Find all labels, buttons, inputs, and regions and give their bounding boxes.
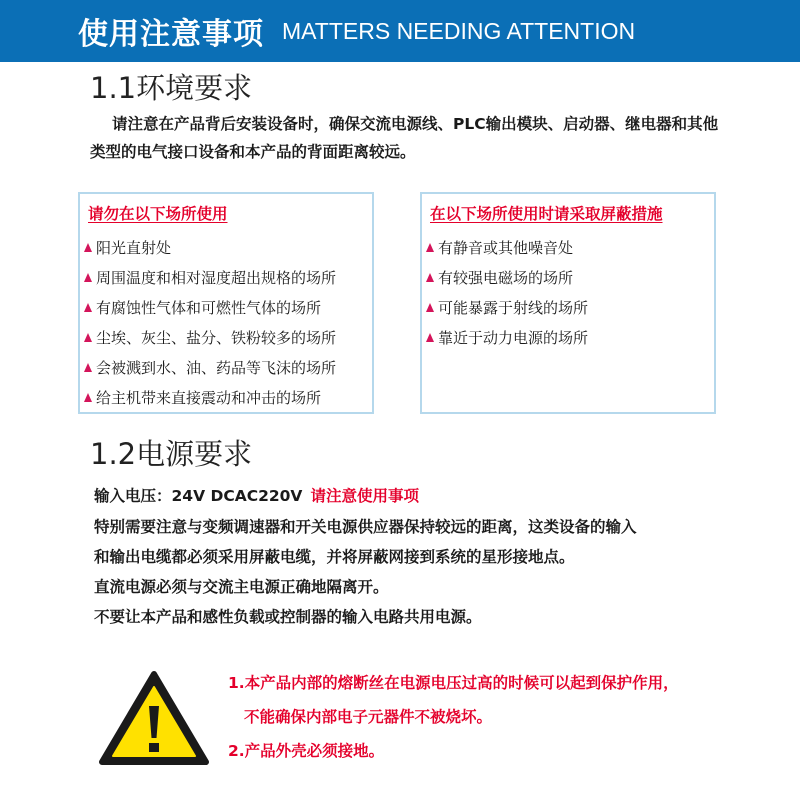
list-item: 阳光直射处: [84, 232, 336, 262]
shielding-locations-heading: 在以下场所使用时请采取屏蔽措施: [430, 202, 663, 224]
list-item: 可能暴露于射线的场所: [426, 292, 588, 322]
warning-triangle-bullet-icon: [84, 273, 92, 282]
prohibited-locations-box: [78, 192, 374, 414]
section-title-power: 1.2电源要求: [90, 437, 253, 471]
list-item: 尘埃、灰尘、盐分、铁粉较多的场所: [84, 322, 336, 352]
input-voltage-line: [94, 484, 419, 506]
warning-line: 1.本产品内部的熔断丝在电源电压过高的时候可以起到保护作用，: [228, 674, 679, 692]
warning-triangle-bullet-icon: [84, 363, 92, 372]
warning-triangle-bullet-icon: [426, 243, 434, 252]
warning-triangle-icon: [98, 670, 210, 766]
header-title-cn: 使用注意事项: [78, 17, 264, 52]
list-item: 会被溅到水、油、药品等飞沫的场所: [84, 352, 336, 382]
power-paragraph: 特别需要注意与变频调速器和开关电源供应器保持较远的距离，这类设备的输入: [94, 518, 637, 536]
warning-notes: [228, 666, 679, 768]
input-voltage-note: 请注意使用事项: [310, 487, 419, 505]
prohibited-locations-heading: 请勿在以下场所使用: [88, 202, 228, 224]
section-title-environment: 1.1环境要求: [90, 71, 253, 105]
shielding-locations-list: [426, 232, 588, 352]
warning-triangle-bullet-icon: [426, 273, 434, 282]
warning-triangle-bullet-icon: [426, 333, 434, 342]
warning-triangle-bullet-icon: [84, 393, 92, 402]
warning-line: 不能确保内部电子元器件不被烧坏。: [244, 708, 493, 726]
environment-paragraph: 请注意在产品背后安装设备时，确保交流电源线、PLC输出模块、启动器、继电器和其他类型的电气接口设备和本产品的背面距离较远。: [90, 115, 719, 161]
input-voltage-label: 输入电压：24V DCAC220V: [94, 487, 303, 505]
warning-triangle-bullet-icon: [84, 303, 92, 312]
power-paragraph: 直流电源必须与交流主电源正确地隔离开。: [94, 578, 389, 596]
prohibited-locations-list: [84, 232, 336, 412]
warning-triangle-bullet-icon: [84, 333, 92, 342]
list-item: 有较强电磁场的场所: [426, 262, 588, 292]
header-title-en: MATTERS NEEDING ATTENTION: [282, 17, 636, 44]
list-item: 有静音或其他噪音处: [426, 232, 588, 262]
shielding-locations-box: [420, 192, 716, 414]
page-header: [0, 0, 800, 62]
power-requirements-list: [94, 512, 734, 632]
warning-line: 2.产品外壳必须接地。: [228, 742, 385, 760]
list-item: 周围温度和相对湿度超出规格的场所: [84, 262, 336, 292]
power-paragraph: 和输出电缆都必须采用屏蔽电缆，并将屏蔽网接到系统的星形接地点。: [94, 548, 575, 566]
list-item: 有腐蚀性气体和可燃性气体的场所: [84, 292, 336, 322]
warning-triangle-bullet-icon: [426, 303, 434, 312]
list-item: 靠近于动力电源的场所: [426, 322, 588, 352]
warning-triangle-bullet-icon: [84, 243, 92, 252]
list-item: 给主机带来直接震动和冲击的场所: [84, 382, 336, 412]
power-paragraph: 不要让本产品和感性负载或控制器的输入电路共用电源。: [94, 608, 482, 626]
